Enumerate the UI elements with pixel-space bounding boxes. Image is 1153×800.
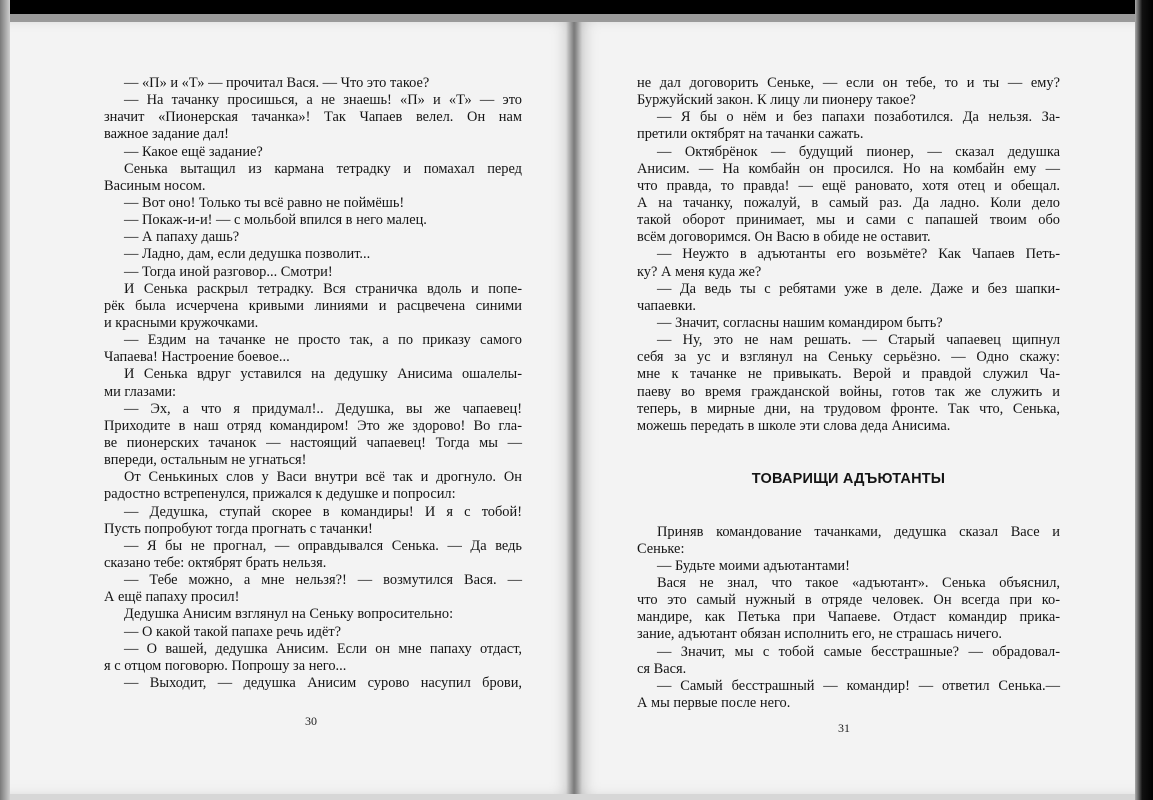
text-line: — Вот оно! Только ты всё равно не поймёшь!	[124, 194, 405, 211]
chapter-heading: ТОВАРИЩИ АДЪЮТАНТЫ	[751, 471, 946, 488]
text-line: Сеньке:	[637, 540, 685, 557]
text-line: что правда, то правда! — ещё рановато, хотя отец и обещал.	[637, 177, 1060, 194]
text-line: чапаевки.	[637, 297, 696, 314]
text-line: что это самый нужный в отряде человек. Он всегда при ко-	[637, 592, 1060, 609]
text-line: — Я бы не прогнал, — оправдывался Сенька. — Да ведь	[124, 537, 522, 554]
text-line: впереди, остальным не угнаться!	[104, 452, 307, 469]
text-line: всём договоримся. Он Васю в обиде не оставит.	[637, 229, 931, 246]
text-line: — О вашей, дедушка Анисим. Если он мне папаху отдаст,	[124, 640, 522, 657]
scan-right-edge	[1135, 0, 1153, 800]
text-line: Чапаева! Настроение боевое...	[104, 349, 290, 366]
text-line: — Выходит, — дедушка Анисим сурово насупил брови,	[124, 674, 522, 691]
text-line: Анисим. — На комбайн он просился. Но на комбайн ему —	[637, 160, 1060, 177]
text-line: важное задание дал!	[104, 126, 229, 143]
text-line: Дедушка Анисим взглянул на Сеньку вопросительно:	[124, 606, 454, 623]
text-line: не дал договорить Сеньке, — если он тебе, то и ты — ему?	[637, 75, 1060, 91]
text-line: — Я бы о нём и без папахи позаботился. Да нельзя. За-	[657, 109, 1060, 126]
text-line: И Сенька вдруг уставился на дедушку Анисима ошалелы-	[124, 366, 522, 383]
text-line: теперь, в мирные дни, на трудовом фронте. Так что, Сенька,	[637, 400, 1060, 417]
text-line: — Самый бесстрашный — командир! — ответил Сенька.—	[657, 677, 1060, 694]
text-line: — На тачанку просишься, а не знаешь! «П» и «Т» — это	[124, 92, 522, 109]
book-gutter	[566, 22, 582, 794]
chapter-start-text	[637, 524, 1060, 713]
text-line: — Тебе можно, а мне нельзя?! — возмутился Вася. —	[124, 572, 522, 589]
text-line: Васиным носом.	[104, 177, 206, 194]
text-line: — Ну, это не нам решать. — Старый чапаевец щипнул	[657, 332, 1060, 349]
text-line: — Значит, согласны нашим командиром быть?	[657, 314, 943, 331]
text-line: — О какой такой папахе речь идёт?	[124, 623, 342, 640]
scan-left-edge	[0, 0, 10, 800]
text-line: — Неужто в адъютанты его возьмёте? Как Чапаев Петь-	[657, 246, 1060, 263]
text-line: претили октябрят на тачанки сажать.	[637, 126, 864, 143]
text-line: рёк была исчерчена кривыми линиями и расцвечена синими	[104, 297, 522, 314]
text-line: — Ездим на тачанке не просто так, а по приказу самого	[124, 332, 522, 349]
text-line: мандире, как Петька при Чапаеве. Отдаст командир прика-	[637, 609, 1060, 626]
text-line: От Сенькиных слов у Васи внутри всё так и дрогнуло. Он	[124, 469, 522, 486]
text-line: И Сенька раскрыл тетрадку. Вся страничка вдоль и попе-	[124, 280, 522, 297]
text-line: паеву во время гражданской войны, готов так же служить и	[637, 383, 1060, 400]
text-line: зание, адъютант обязан исполнить его, не страшась ничего.	[637, 626, 1003, 643]
text-line: А на тачанку, пожалуй, в самый раз. Да ладно. Коли дело	[637, 194, 1060, 211]
text-line: ми глазами:	[104, 383, 177, 400]
text-line: — Октябрёнок — будущий пионер, — сказал дедушка	[657, 143, 1060, 160]
text-line: Сенька вытащил из кармана тетрадку и помахал перед	[124, 160, 522, 177]
text-line: радостно встрепенулся, прижался к дедушке и попросил:	[104, 486, 456, 503]
text-line: А ещё папаху просил!	[104, 589, 240, 606]
page-number-left: 30	[305, 714, 317, 728]
text-line: — Какое ещё задание?	[124, 143, 263, 160]
text-line: и красными кружочками.	[104, 314, 259, 331]
text-line: Буржуйский закон. К лицу ли пионеру такое?	[637, 92, 916, 109]
text-line: — Дедушка, ступай скорее в командиры! И я с тобой!	[124, 503, 522, 520]
left-page-text	[104, 75, 522, 692]
page-number-right: 31	[838, 721, 850, 735]
text-line: — «П» и «Т» — прочитал Вася. — Что это такое?	[124, 75, 430, 91]
text-line: ве пионерских тачанок — настоящий чапаевец! Тогда мы —	[104, 434, 522, 451]
text-line: — Значит, мы с тобой самые бесстрашные? — обрадовал-	[657, 643, 1060, 660]
chapter-end-text	[637, 75, 1060, 435]
text-line: — Покаж-и-и! — с мольбой впился в него малец.	[124, 212, 427, 229]
text-line: — А папаху дашь?	[124, 229, 240, 246]
text-line: значит «Пионерская тачанка»! Так Чапаев велел. Он нам	[104, 109, 522, 126]
text-line: Приняв командование тачанками, дедушка сказал Васе и	[657, 523, 1060, 540]
text-line: — Ладно, дам, если дедушка позволит...	[124, 246, 371, 263]
scan-top-edge	[0, 0, 1153, 24]
text-line: Вася не знал, что такое «адъютант». Сенька объяснил,	[657, 574, 1060, 591]
text-line: — Будьте моими адъютантами!	[657, 557, 850, 574]
text-line: ся Вася.	[637, 660, 687, 677]
text-line: такой оборот принимает, мы и сами с папашей твоим обо	[637, 212, 1060, 229]
text-line: — Эх, а что я придумал!.. Дедушка, вы же чапаевец!	[124, 400, 522, 417]
text-line: А мы первые после него.	[637, 694, 791, 711]
text-line: Приходите в наш отряд командиром! Это же здорово! Во гла-	[104, 417, 522, 434]
text-line: Пусть попробуют тогда прогнать с тачанки!	[104, 520, 373, 537]
text-line: — Тогда иной разговор... Смотри!	[124, 263, 333, 280]
text-line: я с отцом поговорю. Попрошу за него...	[104, 657, 347, 674]
text-line: мне к тачанке не привыкать. Верой и правдой служил Ча-	[637, 366, 1060, 383]
right-page-text	[637, 75, 1060, 712]
text-line: — Да ведь ты с ребятами уже в деле. Даже и без шапки-	[657, 280, 1060, 297]
text-line: себя за ус и взглянул на Сеньку серьёзно. — Одно скажу:	[637, 349, 1060, 366]
text-line: ку? А меня куда же?	[637, 263, 762, 280]
text-line: сказано тебе: октябрят брать нельзя.	[104, 554, 327, 571]
text-line: можешь передать в школе эти слова деда Анисима.	[637, 417, 951, 434]
